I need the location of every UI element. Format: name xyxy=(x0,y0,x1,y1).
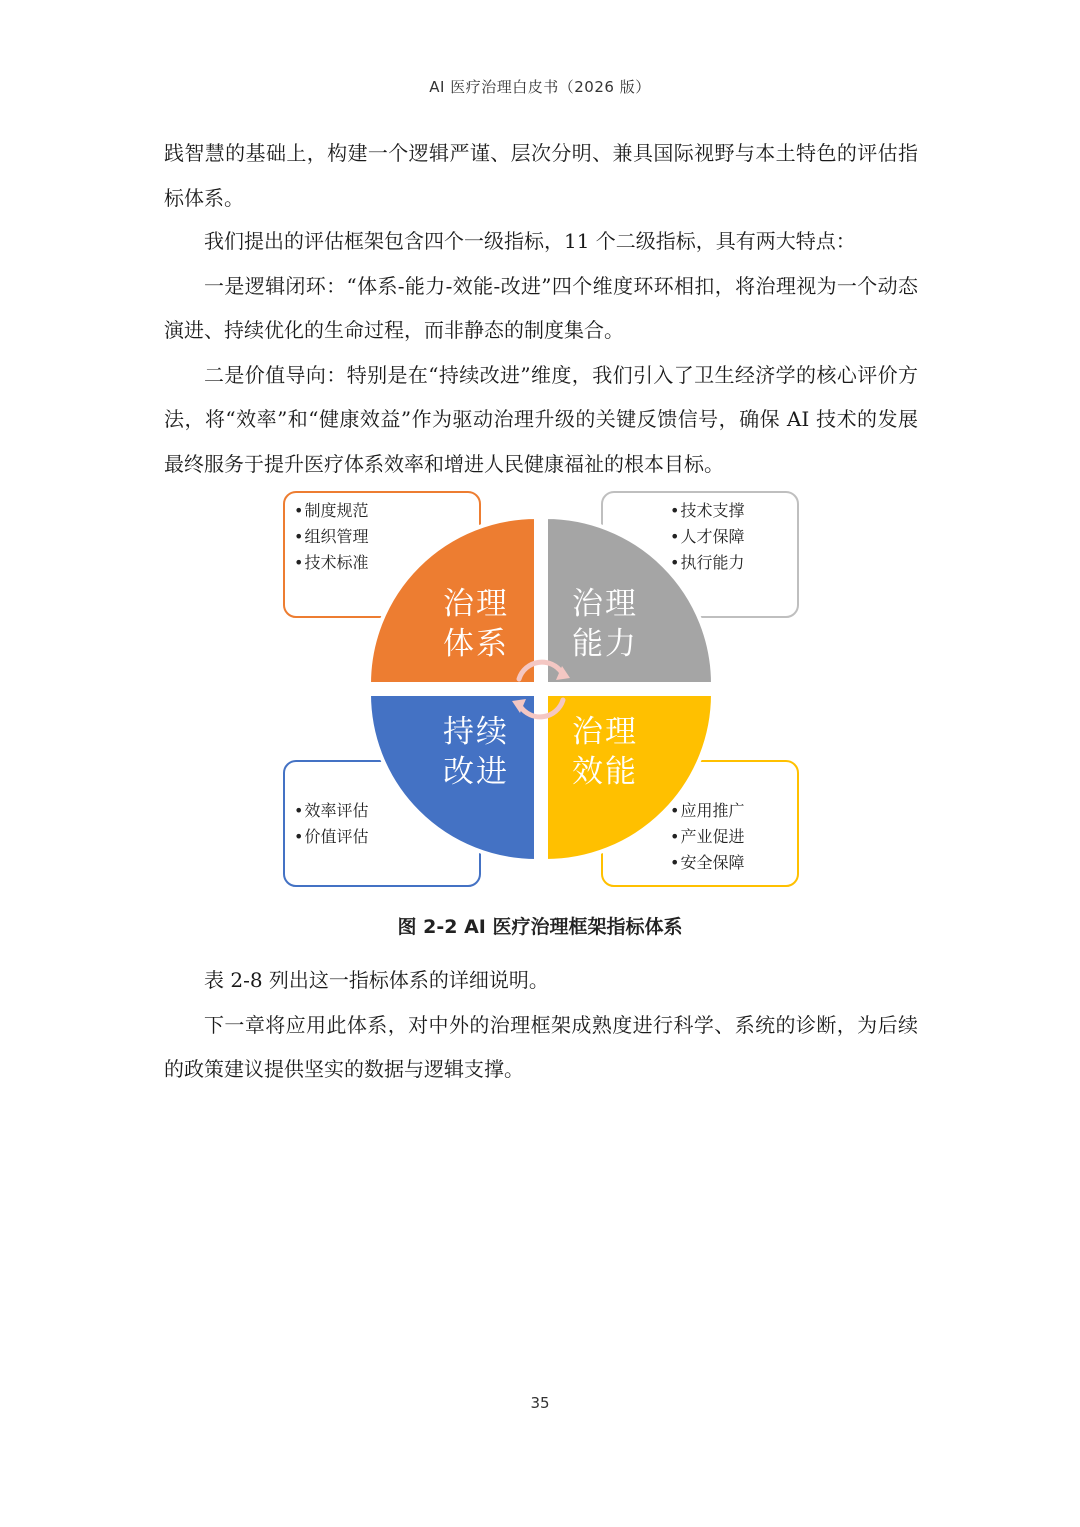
quadrant-label-line: 体系 xyxy=(443,626,509,662)
list-item: • 人才保障 xyxy=(670,524,744,550)
box-list-governance-capability xyxy=(670,498,744,576)
box-list-governance-system xyxy=(294,498,368,576)
quadrant-label-line: 效能 xyxy=(572,754,638,790)
list-item: • 制度规范 xyxy=(294,498,368,524)
list-item: • 技术标准 xyxy=(294,550,368,576)
list-item: • 技术支撑 xyxy=(670,498,744,524)
list-item: • 价值评估 xyxy=(294,824,368,850)
list-item: • 组织管理 xyxy=(294,524,368,550)
list-item: • 应用推广 xyxy=(670,798,744,824)
quadrant-label-line: 治理 xyxy=(572,714,638,750)
quadrant-label-line: 能力 xyxy=(572,626,638,662)
quadrant-label-continuous-improvement xyxy=(421,712,531,792)
paragraph-value-orientation: 二是价值导向：特别是在“持续改进”维度，我们引入了卫生经济学的核心评价方法，将“效率”和“健康效益”作为驱动治理升级的关键反馈信号，确保 AI 技术的发展最终服务于提升医疗体系效率和增进人民健康福祉的根本目标。 xyxy=(164,362,918,476)
page-number: 35 xyxy=(530,1394,550,1412)
paragraph-framework-intro: 我们提出的评估框架包含四个一级指标，11 个二级指标，具有两大特点： xyxy=(204,229,856,253)
list-item: • 效率评估 xyxy=(294,798,368,824)
quadrant-label-line: 治理 xyxy=(572,586,638,622)
body-paragraph-group-middle xyxy=(164,219,918,486)
quadrant-label-governance-system xyxy=(421,584,531,664)
quadrant-label-line: 治理 xyxy=(443,586,509,622)
quadrant-label-line: 改进 xyxy=(443,754,509,790)
list-item: • 执行能力 xyxy=(670,550,744,576)
paragraph-continuation: 践智慧的基础上，构建一个逻辑严谨、层次分明、兼具国际视野与本土特色的评估指标体系。 xyxy=(164,141,918,210)
quadrant-label-governance-capability xyxy=(550,584,660,664)
list-item: • 安全保障 xyxy=(670,850,744,876)
figure-caption: 图 2-2 AI 医疗治理框架指标体系 xyxy=(397,916,683,938)
quadrant-label-governance-effectiveness xyxy=(550,712,660,792)
box-list-continuous-improvement xyxy=(294,798,368,850)
body-paragraph-group-top xyxy=(164,131,918,220)
paragraph-next-chapter: 下一章将应用此体系，对中外的治理框架成熟度进行科学、系统的诊断，为后续的政策建议提供坚实的数据与逻辑支撑。 xyxy=(164,1012,918,1081)
list-item: • 产业促进 xyxy=(670,824,744,850)
quadrant-label-line: 持续 xyxy=(443,714,509,750)
running-header: AI 医疗治理白皮书（2026 版） xyxy=(429,78,651,96)
paragraph-logic-loop: 一是逻辑闭环：“体系-能力-效能-改进”四个维度环环相扣，将治理视为一个动态演进、持续优化的生命过程，而非静态的制度集合。 xyxy=(164,273,918,342)
governance-framework-diagram xyxy=(278,486,804,892)
body-paragraph-group-bottom xyxy=(164,958,918,1092)
paragraph-table-reference: 表 2-8 列出这一指标体系的详细说明。 xyxy=(204,968,549,992)
box-list-governance-effectiveness xyxy=(670,798,744,876)
